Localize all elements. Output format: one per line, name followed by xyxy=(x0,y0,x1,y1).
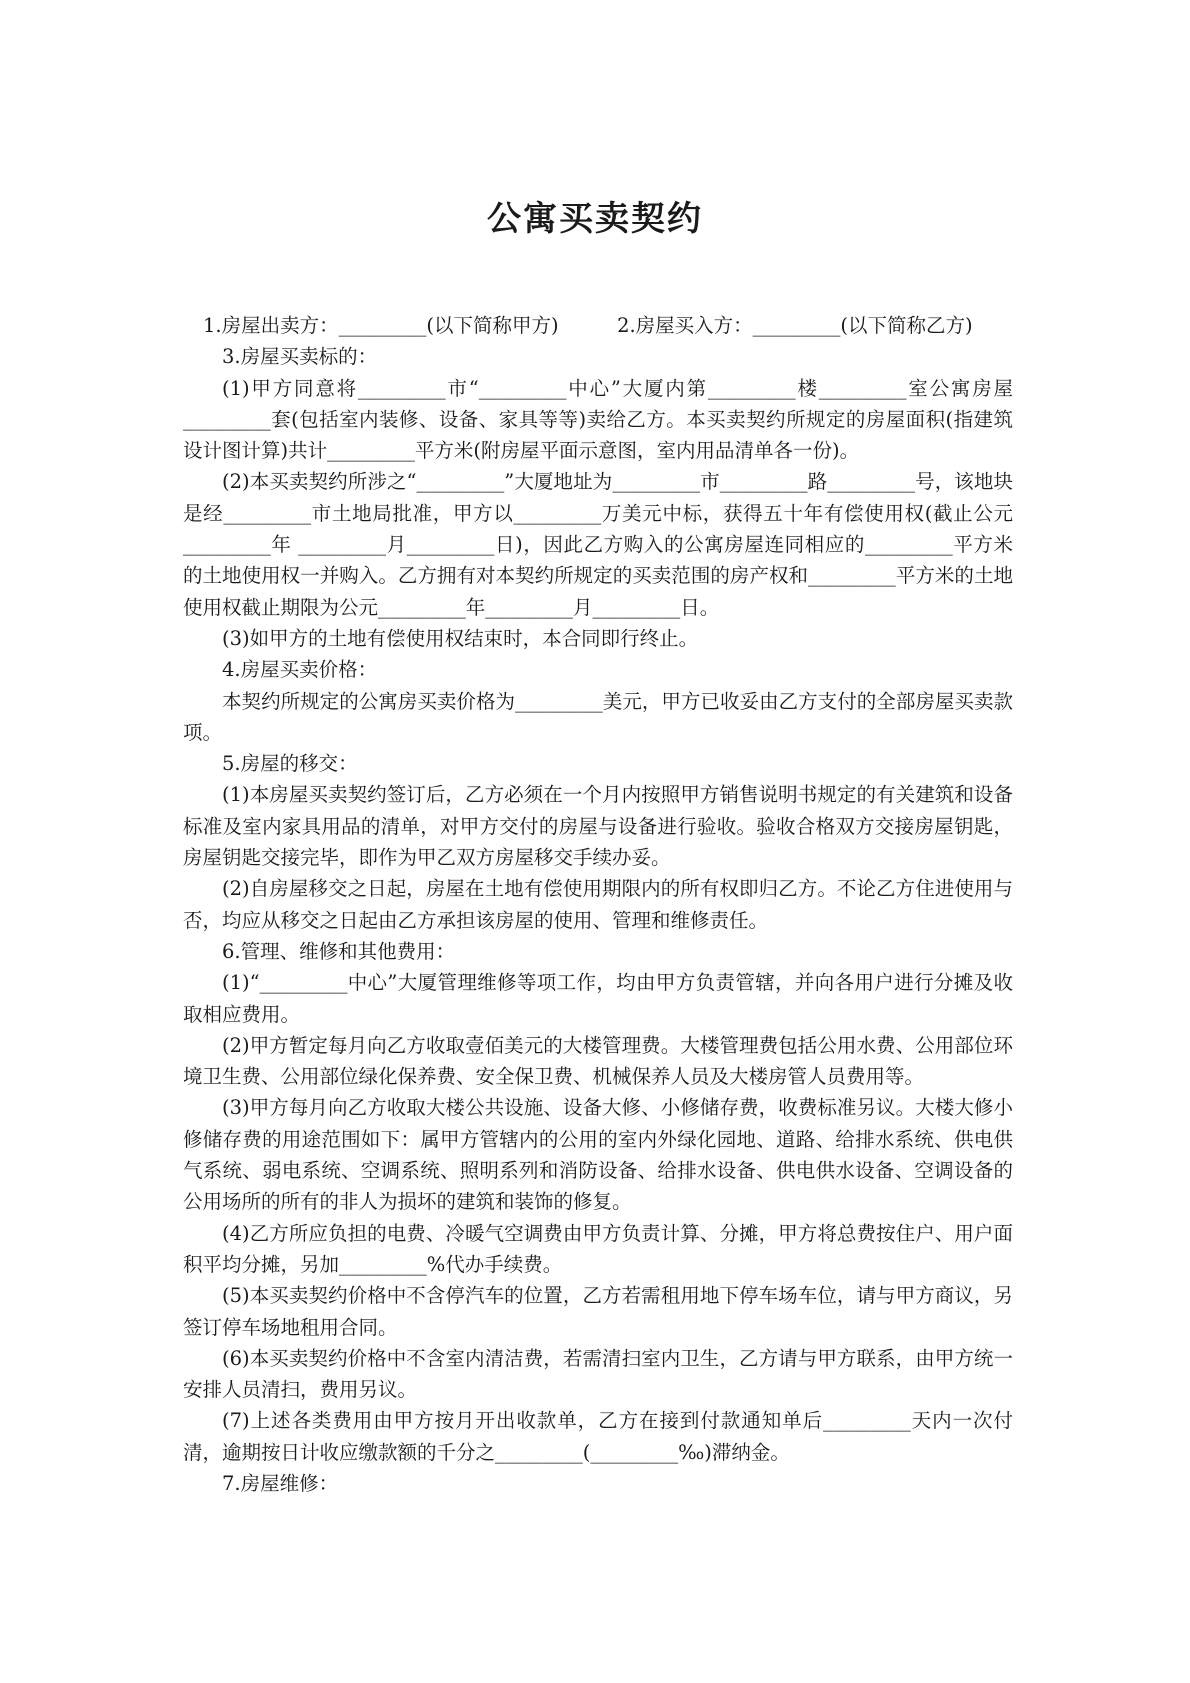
clause-4-heading: 4.房屋买卖价格： xyxy=(222,658,378,682)
clause-3-3: (3)如甲方的土地有偿使用权结束时，本合同即行终止。 xyxy=(222,626,699,650)
clause-6-heading: 6.管理、维修和其他费用： xyxy=(222,939,456,963)
document-body xyxy=(183,310,1013,1499)
clause-6-3: (3)甲方每月向乙方收取大楼公共设施、设备大修、小修储存费，收费标准另议。大楼大修小修储存费的用途范围如下：属甲方管辖内的公用的室内外绿化园地、道路、给排水系统、供电供气系统、弱电系统、空调系统、照明系列和消防设备、给排水设备、供电供水设备、空调设备的公用场所的所有的非人为损坏的建筑和装饰的修复。 xyxy=(183,1096,1013,1214)
clause-7-heading: 7.房屋维修： xyxy=(222,1471,339,1495)
clause-6-7: (7)上述各类费用由甲方按月开出收款单，乙方在接到付款通知单后_________天内一次付清，逾期按日计收应缴款额的千分之_________(_________‰)滞纳金。 xyxy=(183,1409,1013,1464)
clause-parties: 1.房屋出卖方：_________(以下简称甲方) 2.房屋买入方：_________(以下简称乙方) xyxy=(203,314,973,337)
clause-6-4: (4)乙方所应负担的电费、冷暖气空调费由甲方负责计算、分摊，甲方将总费按住户、用户面积平均分摊，另加_________%代办手续费。 xyxy=(183,1221,1013,1276)
clause-6-2: (2)甲方暂定每月向乙方收取壹佰美元的大楼管理费。大楼管理费包括公用水费、公用部位环境卫生费、公用部位绿化保养费、安全保卫费、机械保养人员及大楼房管人员费用等。 xyxy=(183,1033,1013,1089)
clause-3-1: (1)甲方同意将_________市“_________中心”大厦内第_________楼_________室公寓房屋_________套(包括室内装修、设备、家具等等)卖给乙方。本买卖契约所规定的房屋面积(指建筑设计图计算)共计_________平方米(附房屋平面示意图，室内用品清单各一份)。 xyxy=(183,376,1013,463)
document-title: 公寓买卖契约 xyxy=(487,199,703,239)
clause-4-body: 本契约所规定的公寓房买卖价格为_________美元，甲方已收妥由乙方支付的全部房屋买卖款项。 xyxy=(183,689,1013,744)
clause-6-1: (1)“_________中心”大厦管理维修等项工作，均由甲方负责管辖，并向各用户进行分摊及收取相应费用。 xyxy=(183,971,1013,1026)
clause-3-heading: 3.房屋买卖标的： xyxy=(222,345,378,369)
clause-5-1: (1)本房屋买卖契约签订后，乙方必须在一个月内按照甲方销售说明书规定的有关建筑和设备标准及室内家具用品的清单，对甲方交付的房屋与设备进行验收。验收合格双方交接房屋钥匙，房屋钥匙交接完毕，即作为甲乙双方房屋移交手续办妥。 xyxy=(183,783,1013,870)
clause-6-5: (5)本买卖契约价格中不含停汽车的位置，乙方若需租用地下停车场车位，请与甲方商议，另签订停车场地租用合同。 xyxy=(183,1284,1013,1339)
clause-3-2: (2)本买卖契约所涉之“_________”大厦地址为_________市_________路_________号，该地块是经_________市土地局批准，甲方以_________万美元中标，获得五十年有偿使用权(截止公元_________年 _________月_________日)，因此乙方购入的公寓房屋连同相应的_________平方米的土地使用权一并购入。乙方拥有对本契约所规定的买卖范围的房产权和_________平方米的土地使用权截止期限为公元_________年_________月_________日。 xyxy=(183,470,1013,619)
clause-6-6: (6)本买卖契约价格中不含室内清洁费，若需清扫室内卫生，乙方请与甲方联系，由甲方统一安排人员清扫，费用另议。 xyxy=(183,1346,1013,1402)
clause-5-2: (2)自房屋移交之日起，房屋在土地有偿使用期限内的所有权即归乙方。不论乙方住进使用与否，均应从移交之日起由乙方承担该房屋的使用、管理和维修责任。 xyxy=(183,877,1013,932)
clause-5-heading: 5.房屋的移交： xyxy=(222,752,358,776)
